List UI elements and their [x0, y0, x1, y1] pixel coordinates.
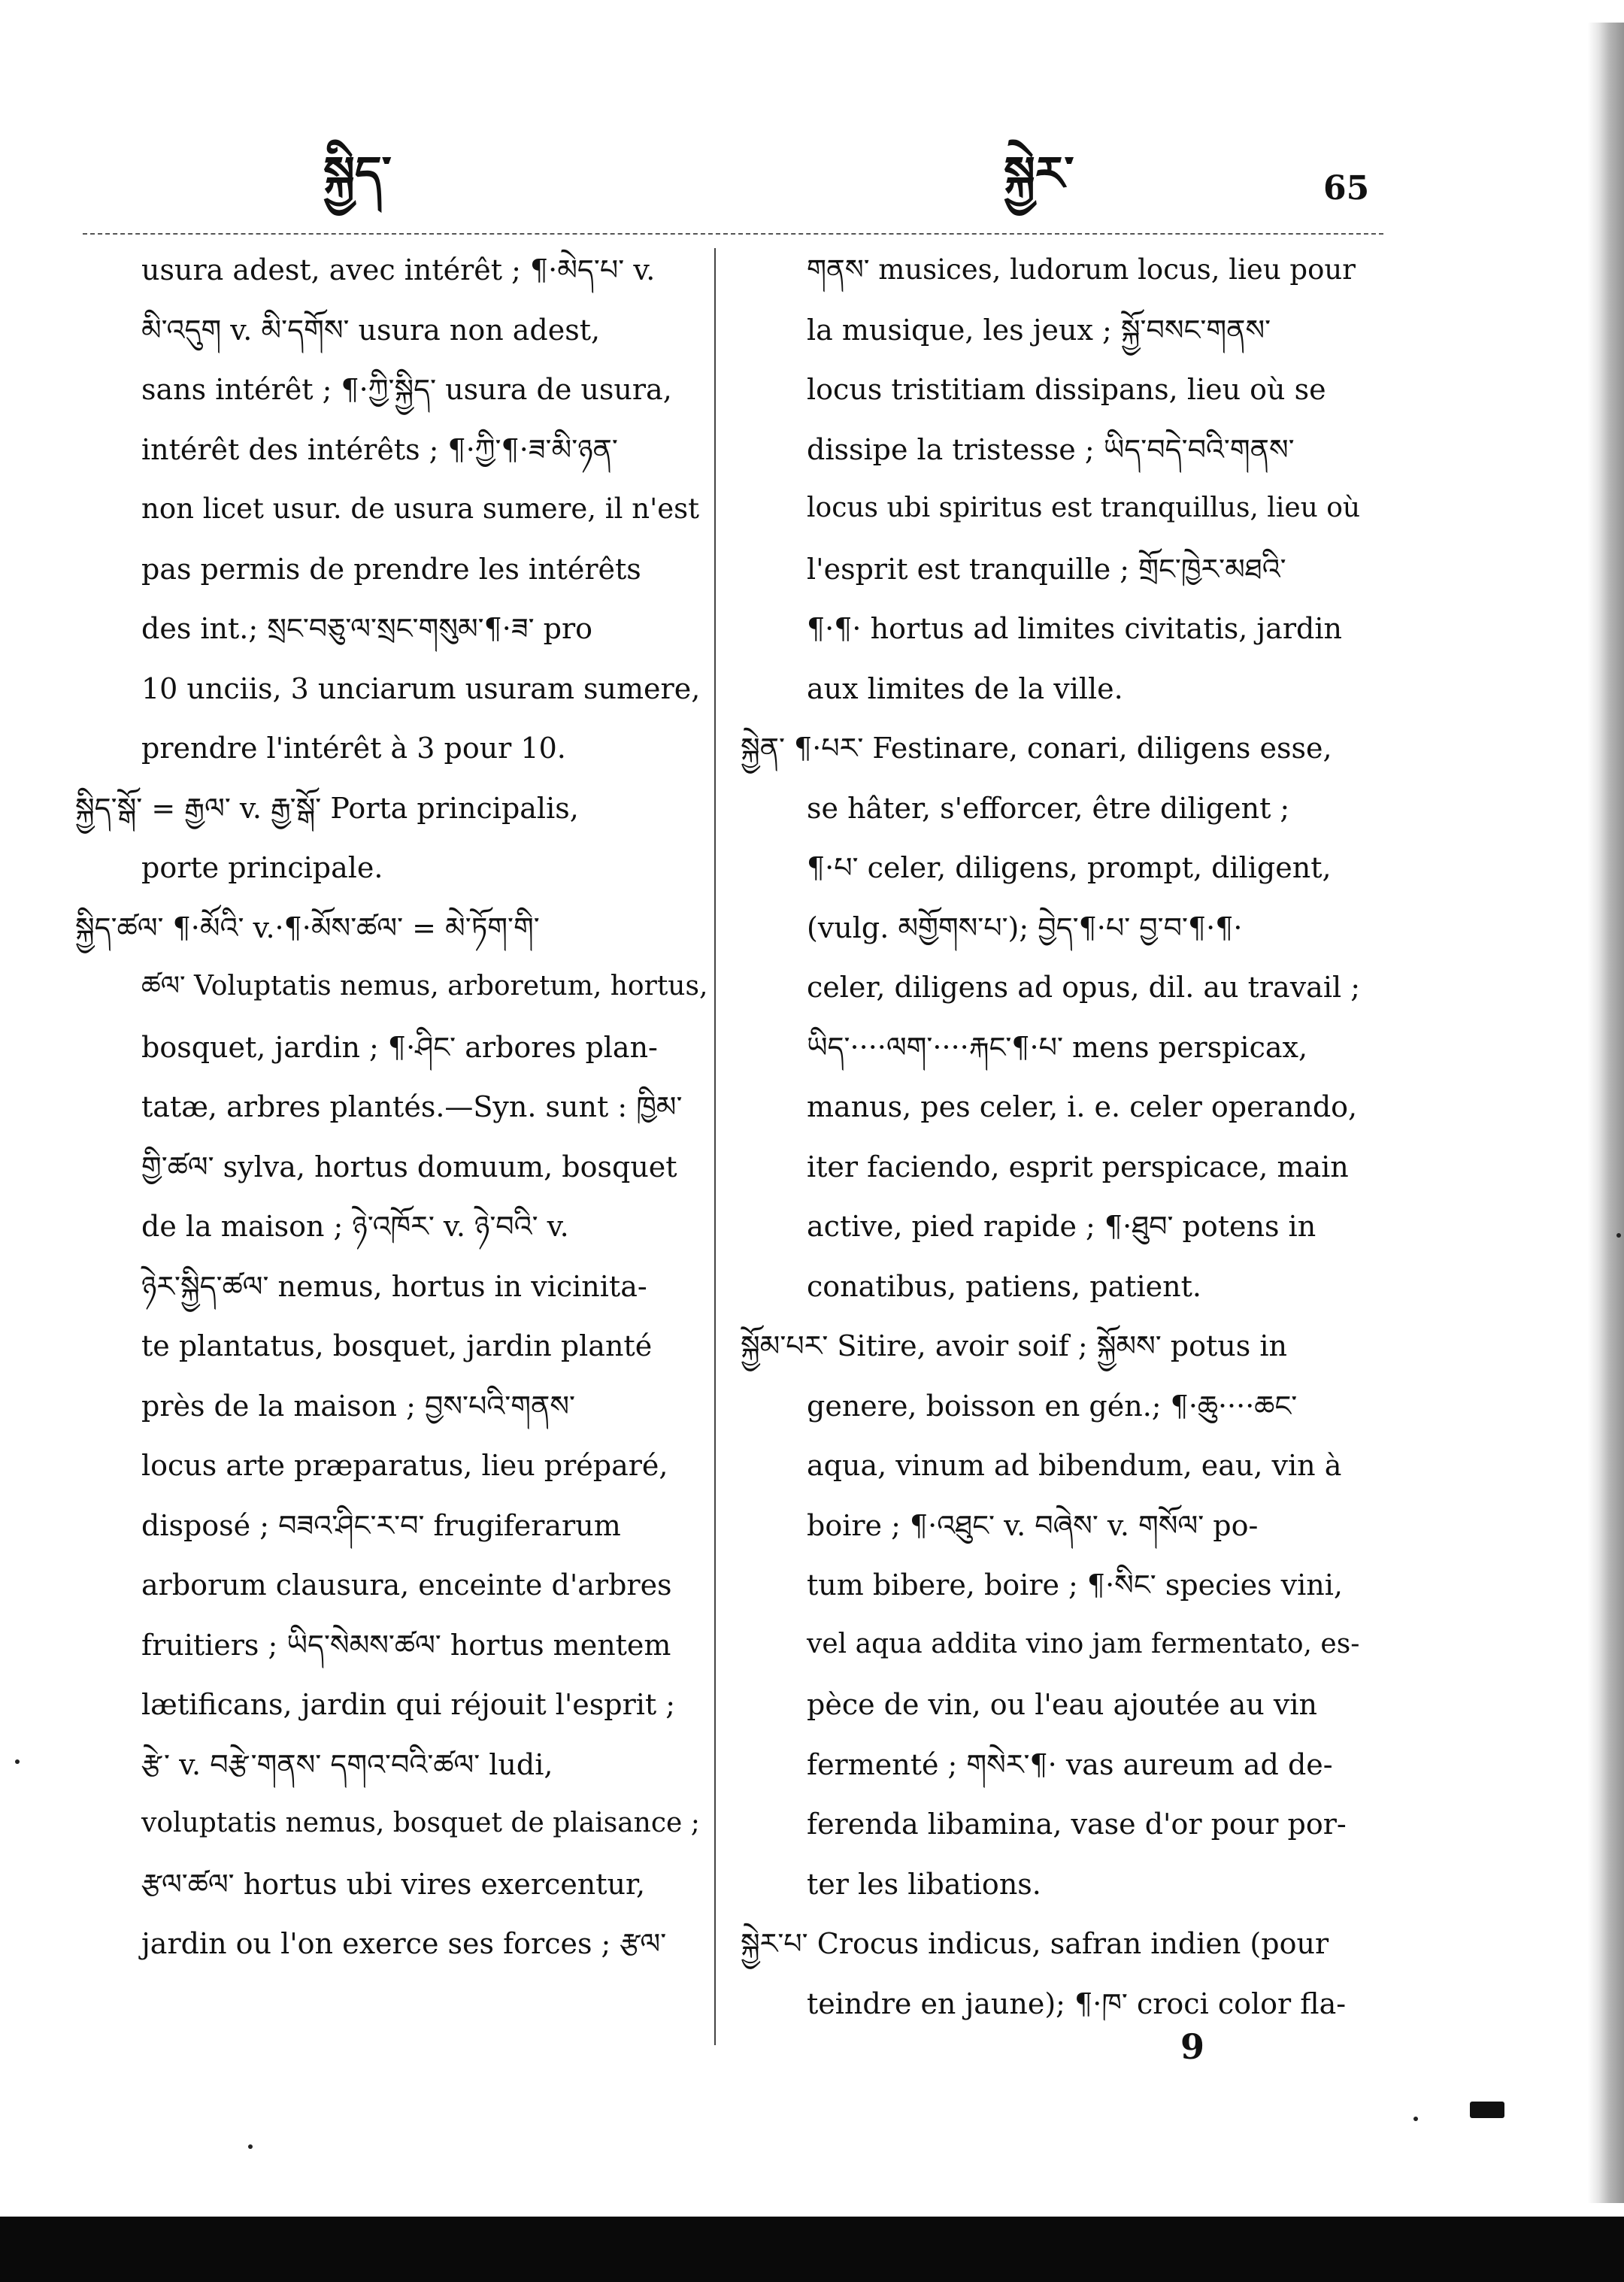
- text-line: ཡིད་····ལག་····རྐང་¶·པ་ mens perspicax,: [807, 1030, 1308, 1064]
- text-line: pas permis de prendre les intérêts: [141, 552, 641, 586]
- text-line: lætificans, jardin qui réjouit l'esprit ;: [141, 1688, 676, 1721]
- text-line: celer, diligens ad opus, dil. au travail ;: [807, 971, 1361, 1004]
- text-line: fermenté ; གསེར་¶· vas aureum ad de-: [807, 1747, 1333, 1781]
- speck: [15, 1759, 20, 1764]
- ornament-mark: [1470, 2102, 1504, 2118]
- text-line: porte principale.: [141, 851, 383, 884]
- text-line: ཉེར་སྐྱིད་ཚལ་ nemus, hortus in vicinita-: [141, 1269, 647, 1303]
- text-line: སྐྱིད་སྒོ་ = རྒྱལ་ v. རྒྱ་སྒོ་ Porta principalis,: [75, 791, 579, 825]
- text-line: l'esprit est tranquille ; གྲོང་ཁྱེར་མཐའི་: [807, 552, 1286, 586]
- text-line: voluptatis nemus, bosquet de plaisance ;: [141, 1808, 700, 1838]
- text-line: arborum clausura, enceinte d'arbres: [141, 1568, 672, 1602]
- text-line: 10 unciis, 3 unciarum usuram sumere,: [141, 671, 701, 705]
- text-line: près de la maison ; བྱས་པའི་གནས་: [141, 1389, 575, 1423]
- text-line: manus, pes celer, i. e. celer operando,: [807, 1090, 1358, 1123]
- text-line: prendre l'intérêt à 3 pour 10.: [141, 732, 566, 765]
- text-line: aqua, vinum ad bibendum, eau, vin à: [807, 1449, 1342, 1482]
- text-line: ter les libations.: [807, 1867, 1041, 1901]
- text-line: གནས་ musices, ludorum locus, lieu pour: [807, 253, 1356, 286]
- text-line: la musique, les jeux ; སྐྱོ་བསང་གནས་: [807, 313, 1271, 347]
- text-line: ¶·པ་ celer, diligens, prompt, diligent,: [807, 851, 1332, 884]
- text-line: locus arte præparatus, lieu préparé,: [141, 1449, 668, 1482]
- text-line: sans intérêt ; ¶·ཀྱི་སྐྱིད་ usura de usura,: [141, 373, 672, 406]
- text-line: jardin ou l'on exerce ses forces ; རྩལ་: [141, 1927, 667, 1960]
- text-line: ཚལ་ Voluptatis nemus, arboretum, hortus,: [141, 971, 708, 1002]
- column-divider: [714, 248, 716, 2045]
- text-line: non licet usur. de usura sumere, il n'est: [141, 492, 699, 525]
- text-line: intérêt des intérêts ; ¶·ཀྱི་¶·ཟ་མི་ཉན་: [141, 432, 618, 466]
- text-line: vel aqua addita vino jam fermentato, es-: [807, 1628, 1360, 1659]
- text-line: active, pied rapide ; ¶·ཐུབ་ potens in: [807, 1210, 1316, 1243]
- speck: [1413, 2117, 1418, 2121]
- text-line: སྐྱེན་ ¶·པར་ Festinare, conari, diligens esse,: [741, 732, 1332, 765]
- text-line: རྩལ་ཚལ་ hortus ubi vires exercentur,: [141, 1867, 646, 1901]
- left-running-headword: སྐྱིད་: [323, 146, 392, 201]
- text-line: ¶·¶· hortus ad limites civitatis, jardin: [807, 612, 1342, 645]
- text-line: fruitiers ; ཡིད་སེམས་ཚལ་ hortus mentem: [141, 1628, 671, 1662]
- text-line: locus tristitiam dissipans, lieu où se: [807, 373, 1326, 406]
- text-line: ferenda libamina, vase d'or pour por-: [807, 1808, 1347, 1841]
- signature-mark: 9: [1180, 2026, 1205, 2067]
- text-line: usura adest, avec intérêt ; ¶·མེད་པ་ v.: [141, 253, 656, 286]
- text-line: locus ubi spiritus est tranquillus, lieu où: [807, 492, 1361, 523]
- speck: [248, 2144, 253, 2149]
- text-line: dissipe la tristesse ; ཡིད་བདེ་བའི་གནས་: [807, 432, 1295, 466]
- text-line: boire ; ¶·འཐུང་ v. བཞེས་ v. གསོལ་ po-: [807, 1508, 1259, 1542]
- text-line: tatæ, arbres plantés.—Syn. sunt : ཁྱིམ་: [141, 1090, 683, 1123]
- text-line: te plantatus, bosquet, jardin planté: [141, 1329, 653, 1362]
- text-line: de la maison ; ཉེ་འཁོར་ v. ཉེ་བའི་ v.: [141, 1210, 569, 1243]
- header-rule: [83, 233, 1383, 235]
- scan-bottom-bar: [0, 2217, 1624, 2282]
- text-line: teindre en jaune); ¶·ཁ་ croci color fla-: [807, 1987, 1347, 2020]
- text-line: གྱི་ཚལ་ sylva, hortus domuum, bosquet: [141, 1150, 677, 1183]
- text-line: disposé ; བཟའ་ཤིང་ར་བ་ frugiferarum: [141, 1508, 621, 1542]
- text-line: conatibus, patiens, patient.: [807, 1269, 1201, 1303]
- text-line: (vulg. མགྱོགས་པ་); བྱེད་¶·པ་ བྱ་བ་¶·¶·: [807, 911, 1243, 944]
- text-line: pèce de vin, ou l'eau ajoutée au vin: [807, 1688, 1317, 1721]
- speck: [1616, 1233, 1621, 1238]
- text-line: སྐྱོམ་པར་ Sitire, avoir soif ; སྐྱོམས་ potus in: [741, 1329, 1287, 1362]
- scan-edge-shadow: [1588, 23, 1624, 2203]
- text-line: རྩེ་ v. བརྩེ་གནས་ དགའ་བའི་ཚལ་ ludi,: [141, 1747, 553, 1781]
- text-line: སྐྱེར་པ་ Crocus indicus, safran indien (pour: [741, 1927, 1329, 1960]
- text-line: des int.; སྲང་བཅུ་ལ་སྲང་གསུམ་¶·ཟ་ pro: [141, 612, 593, 645]
- page-number: 65: [1323, 169, 1370, 208]
- text-line: tum bibere, boire ; ¶·སིང་ species vini,: [807, 1568, 1343, 1602]
- text-line: bosquet, jardin ; ¶·ཤིང་ arbores plan-: [141, 1030, 658, 1064]
- right-running-headword: སྐྱེར་: [1004, 146, 1074, 201]
- text-line: iter faciendo, esprit perspicace, main: [807, 1150, 1349, 1183]
- text-line: genere, boisson en gén.; ¶·ཆུ····ཆང་: [807, 1389, 1298, 1423]
- text-line: སྐྱིད་ཚལ་ ¶·མོའི་ v.·¶·མོས་ཚལ་ = མེ་ཏོག་གི་: [75, 911, 540, 944]
- text-line: aux limites de la ville.: [807, 671, 1123, 705]
- text-line: se hâter, s'efforcer, être diligent ;: [807, 791, 1290, 825]
- text-line: མི་འདུག v. མི་དགོས་ usura non adest,: [141, 313, 601, 347]
